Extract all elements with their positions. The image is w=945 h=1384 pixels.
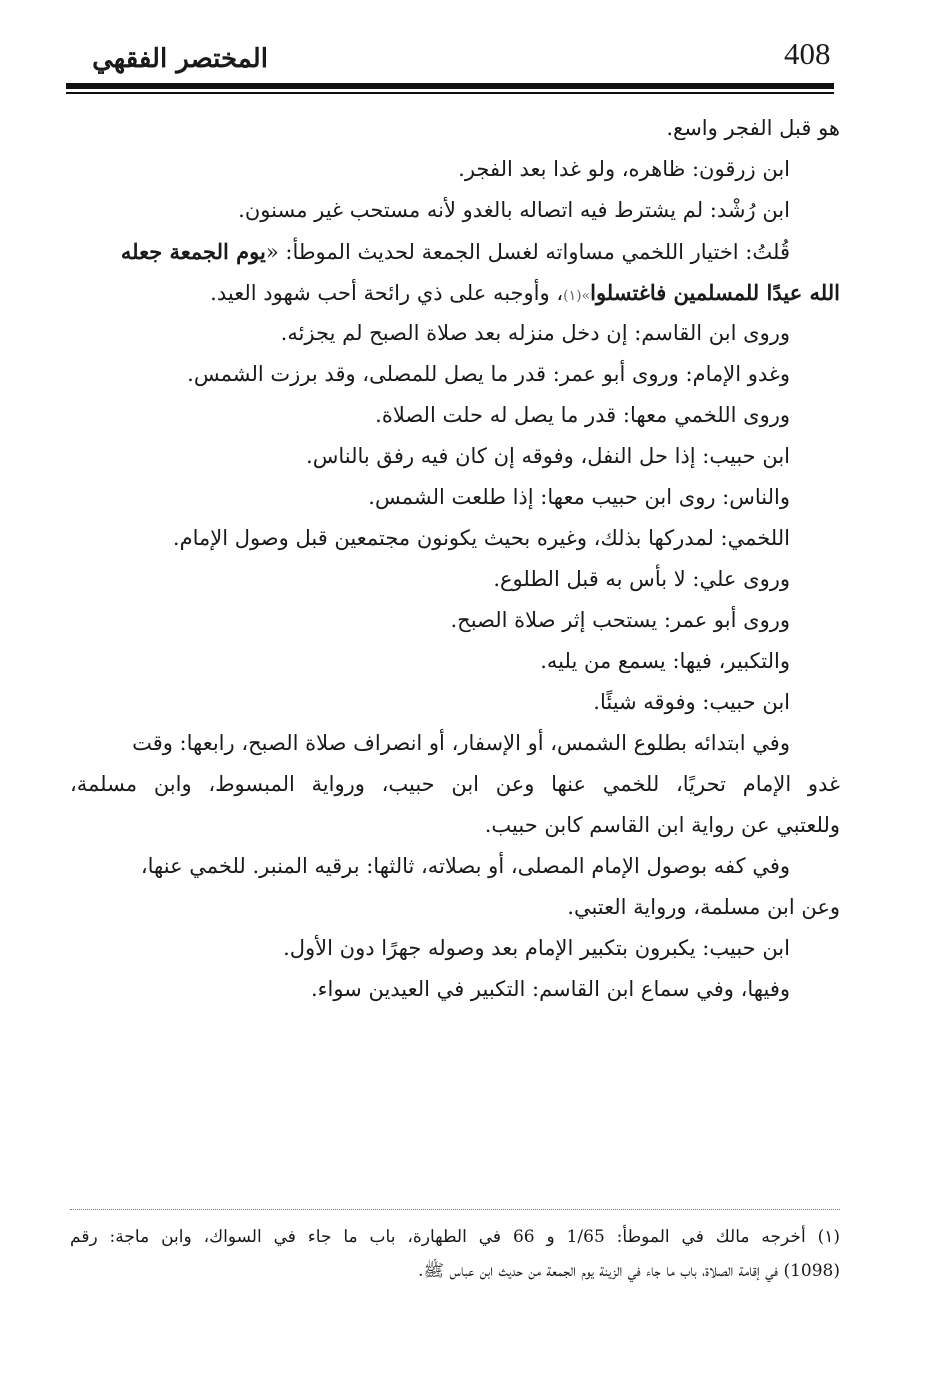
text-line: وروى اللخمي معها: قدر ما يصل له حلت الصلاة. bbox=[375, 403, 790, 427]
text-line: وفي كفه بوصول الإمام المصلى، أو بصلاته، ثالثها: برقيه المنبر. للخمي عنها، bbox=[140, 854, 790, 878]
running-title: المختصر الفقهي bbox=[92, 44, 268, 74]
text-line: ابن زرقون: ظاهره، ولو غدا بعد الفجر. bbox=[458, 157, 790, 181]
text-span: ، وأوجبه على ذي رائحة أحب شهود العيد. bbox=[210, 281, 564, 305]
text-line: وللعتبي عن رواية ابن القاسم كابن حبيب. bbox=[484, 813, 840, 837]
text-line: وعن ابن مسلمة، ورواية العتبي. bbox=[567, 895, 840, 919]
hadith-text: يوم الجمعة جعله bbox=[120, 239, 266, 264]
text-line: وغدو الإمام: وروى أبو عمر: قدر ما يصل للمصلى، وقد برزت الشمس. bbox=[187, 362, 790, 386]
text-line: وفي ابتدائه بطلوع الشمس، أو الإسفار، أو انصراف صلاة الصبح، رابعها: وقت bbox=[132, 731, 790, 755]
hadith-text: الله عيدًا للمسلمين فاغتسلوا bbox=[590, 280, 840, 305]
text-line: وفيها، وفي سماع ابن القاسم: التكبير في العيدين سواء. bbox=[310, 977, 790, 1001]
header-rule-thin bbox=[66, 92, 834, 94]
text-line: والناس: روى ابن حبيب معها: إذا طلعت الشمس. bbox=[368, 485, 790, 509]
text-span: قُلتُ: اختيار اللخمي مساواته لغسل الجمعة لحديث الموطأ: « bbox=[265, 240, 790, 264]
page-number: 408 bbox=[784, 36, 831, 71]
text-line: ابن حبيب: إذا حل النفل، وفوقه إن كان فيه رفق بالناس. bbox=[306, 444, 790, 468]
text-line bbox=[70, 272, 840, 313]
header-rule bbox=[66, 83, 834, 89]
footnote-divider bbox=[70, 1209, 840, 1210]
footnote-ref: »(١) bbox=[563, 288, 591, 304]
text-line: والتكبير، فيها: يسمع من يليه. bbox=[540, 649, 790, 673]
text-line: ابن حبيب: وفوقه شيئًا. bbox=[593, 690, 790, 714]
text-line: وروى ابن القاسم: إن دخل منزله بعد صلاة الصبح لم يجزئه. bbox=[280, 321, 790, 345]
text-line: ابن رُشْد: لم يشترط فيه اتصاله بالغدو لأنه مستحب غير مسنون. bbox=[238, 198, 790, 222]
footnote-line: (1098) في إقامة الصلاة، باب ما جاء في الزينة يوم الجمعة من حديث ابن عباس ﷺ. bbox=[418, 1261, 840, 1281]
footnotes bbox=[70, 1220, 840, 1288]
footnote-line: (١) أخرجه مالك في الموطأ: 1/65 و 66 في الطهارة، باب ما جاء في السواك، وابن ماجة: رقم bbox=[70, 1227, 840, 1247]
text-line: ابن حبيب: يكبرون بتكبير الإمام بعد وصوله جهرًا دون الأول. bbox=[283, 936, 790, 960]
text-line: هو قبل الفجر واسع. bbox=[666, 116, 840, 140]
text-line: وروى أبو عمر: يستحب إثر صلاة الصبح. bbox=[450, 608, 790, 632]
text-line: اللخمي: لمدركها بذلك، وغيره بحيث يكونون مجتمعين قبل وصول الإمام. bbox=[172, 526, 790, 550]
text-line bbox=[70, 231, 840, 272]
text-line: وروى علي: لا بأس به قبل الطلوع. bbox=[493, 567, 790, 591]
body-text bbox=[70, 108, 840, 1010]
text-line: غدو الإمام تحريًا، للخمي عنها وعن ابن حبيب، ورواية المبسوط، وابن مسلمة، bbox=[70, 772, 840, 796]
